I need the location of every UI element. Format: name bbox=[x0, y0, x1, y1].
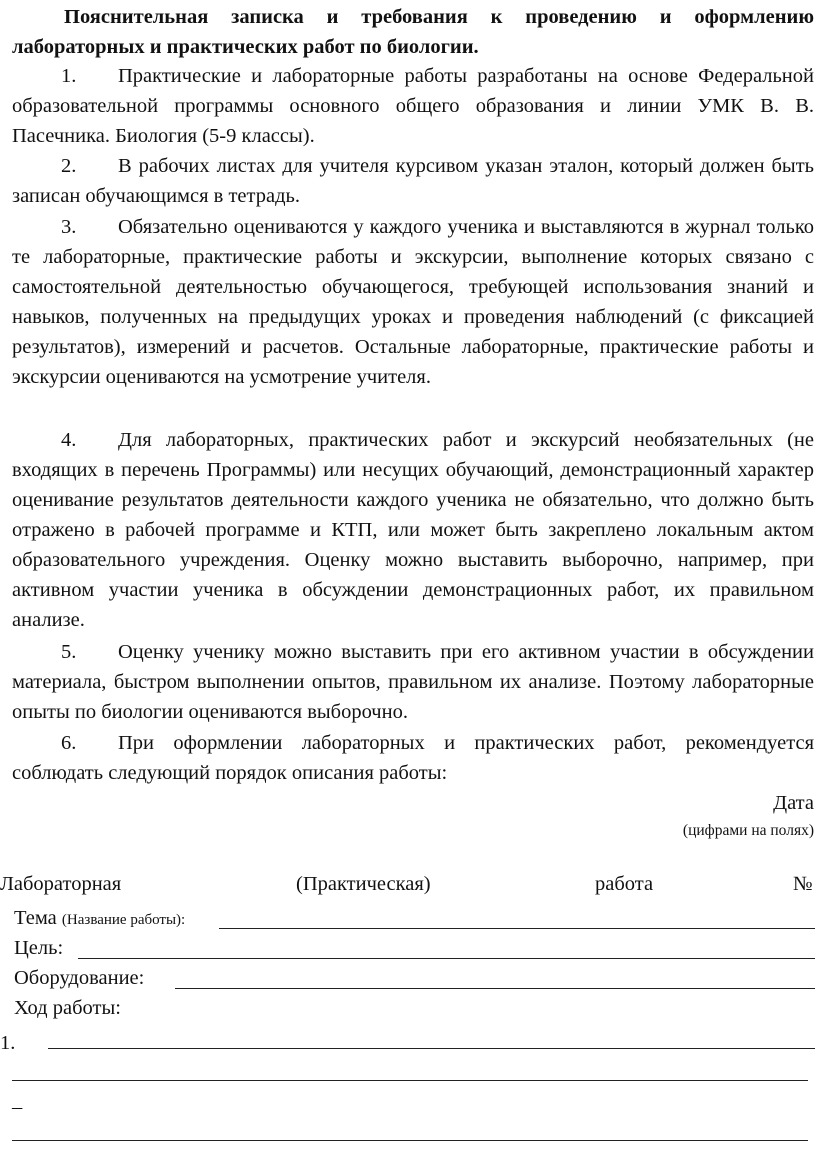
item-number: 2. bbox=[61, 155, 77, 177]
list-item-3 bbox=[12, 212, 814, 392]
item-number: 4. bbox=[61, 429, 77, 451]
item-number: 3. bbox=[61, 216, 77, 238]
topic-note: (Название работы): bbox=[61, 912, 186, 928]
number-sign: № bbox=[793, 873, 813, 895]
step-underline-3 bbox=[12, 1140, 808, 1141]
item-text: Оценку ученику можно выставить при его активном участии в обсуждении материала, быстром выполнении опытов, правильном их анализе. Поэтому лабораторные опыты по биологии оцениваются выборочно. bbox=[12, 641, 814, 723]
document-heading: Пояснительная записка и требования к проведению и оформлению лабораторных и практических работ по биологии. bbox=[12, 6, 814, 58]
item-number: 1. bbox=[61, 65, 77, 87]
work-type-lab: Лабораторная bbox=[0, 873, 122, 895]
topic-field bbox=[14, 903, 185, 933]
work-word: работа bbox=[595, 873, 654, 895]
item-text: При оформлении лабораторных и практических работ, рекомендуется соблюдать следующий порядок описания работы: bbox=[12, 732, 814, 784]
goal-label: Цель: bbox=[14, 937, 64, 959]
item-number: 5. bbox=[61, 641, 77, 663]
list-item-4 bbox=[12, 425, 814, 635]
goal-underline bbox=[78, 958, 815, 959]
step-underline-2 bbox=[12, 1080, 808, 1081]
date-note: (цифрами на полях) bbox=[682, 822, 814, 839]
date-label: Дата bbox=[773, 792, 814, 814]
item-text: Практические и лабораторные работы разработаны на основе Федеральной образовательной программы основного общего образования и линии УМК В. В. Пасечника. Биология (5-9 классы). bbox=[12, 65, 814, 147]
equipment-underline bbox=[175, 988, 815, 989]
item-text: В рабочих листах для учителя курсивом указан эталон, который должен быть записан обучающимся в тетрадь. bbox=[12, 155, 814, 207]
equipment-label: Оборудование: bbox=[14, 967, 145, 989]
list-item-5 bbox=[12, 637, 814, 727]
step-number: 1. bbox=[0, 1032, 16, 1054]
item-text: Обязательно оцениваются у каждого ученика и выставляются в журнал только те лабораторные, практические работы и экскурсии, выполнение которых связано с самостоятельной деятельностью обучающегося, требующей использования знаний и навыков, полученных на предыдущих уроках и проведения наблюдений (с фиксацией результатов), измерений и расчетов. Остальные лабораторные, практические работы и экскурсии оцениваются на усмотрение учителя. bbox=[12, 216, 814, 388]
topic-underline bbox=[219, 928, 815, 929]
work-type-practical: (Практическая) bbox=[296, 873, 431, 895]
work-title-line bbox=[0, 870, 816, 898]
procedure-label: Ход работы: bbox=[14, 997, 121, 1019]
item-number: 6. bbox=[61, 732, 77, 754]
list-item-1 bbox=[12, 61, 814, 151]
dash-mark: – bbox=[12, 1096, 23, 1118]
list-item-6 bbox=[12, 728, 814, 788]
item-text: Для лабораторных, практических работ и экскурсий необязательных (не входящих в перечень Программы) или несущих обучающий, демонстрационный характер оценивание результатов деятельности каждого ученика не обязательно, что должно быть отражено в рабочей программе и КТП, или может быть закреплено локальным актом образовательного учреждения. Оценку можно выставить выборочно, например, при активном участии ученика в обсуждении демонстрационных работ, их правильном анализе. bbox=[12, 429, 814, 631]
topic-label: Тема bbox=[14, 907, 57, 929]
step-underline-1 bbox=[48, 1048, 815, 1049]
list-item-2 bbox=[12, 151, 814, 211]
